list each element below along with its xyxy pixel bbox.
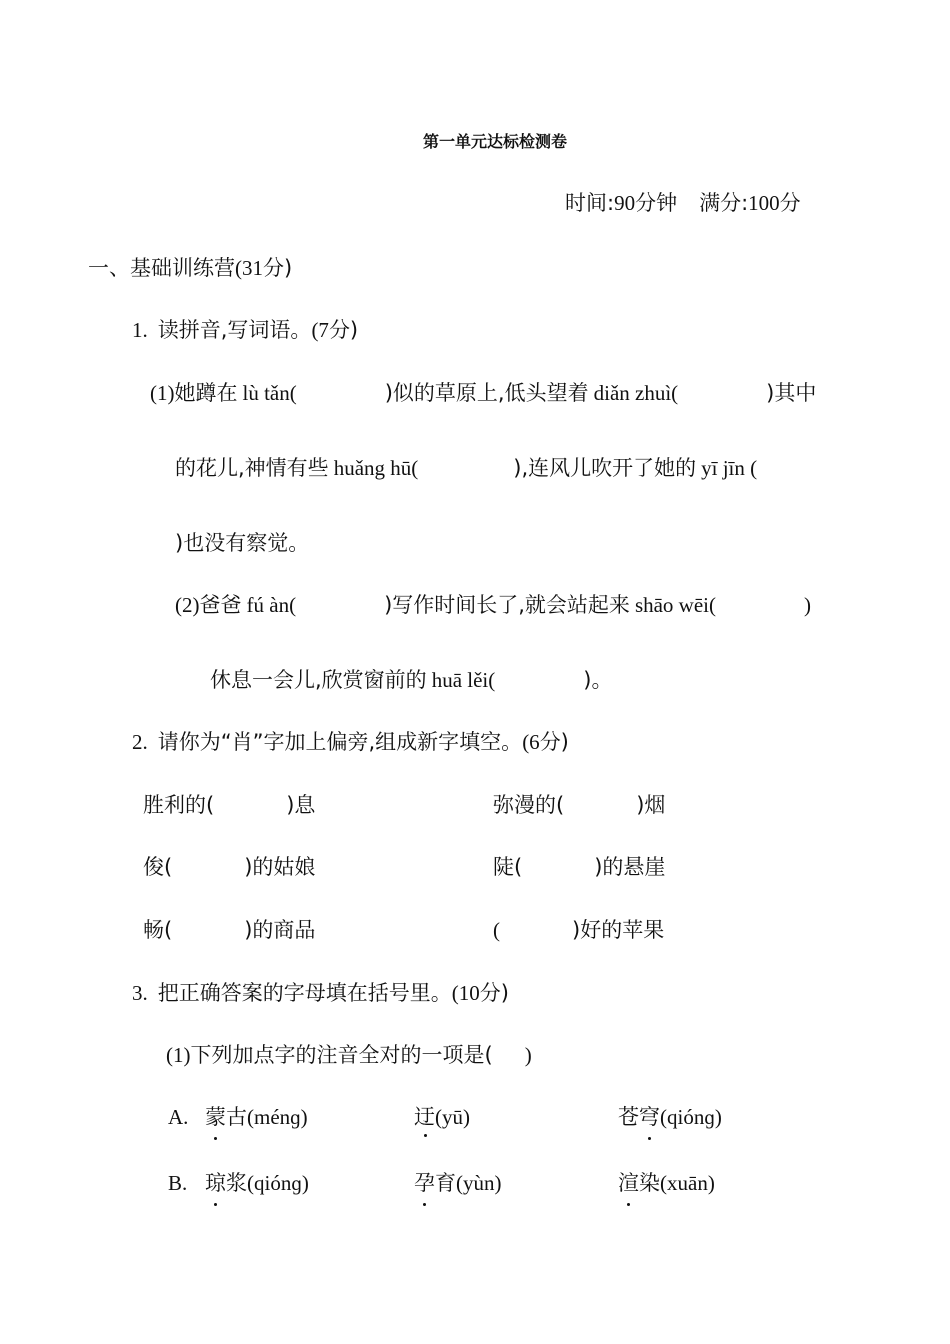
- page-title: 第一单元达标检测卷: [422, 132, 567, 151]
- q2-item: [493, 852, 665, 882]
- q1-p1-pinyin-4: yī jīn (: [701, 456, 758, 480]
- question-text: 请你为“肖”字加上偏旁,组成新字填空。: [157, 730, 523, 754]
- q2-item-before: 俊(: [143, 855, 173, 879]
- pinyin: (ménɡ): [247, 1105, 308, 1129]
- q2-item: [493, 915, 664, 945]
- q1-p2-text-5: )。: [583, 668, 613, 692]
- option-a-item-2: [414, 1102, 470, 1132]
- q2-item: [143, 915, 315, 945]
- dotted-char: 孕: [414, 1168, 435, 1198]
- score-value: 100: [748, 191, 780, 215]
- dotted-char: 穹: [639, 1102, 660, 1132]
- score-unit: 分: [779, 191, 801, 215]
- dotted-char: 蒙: [205, 1102, 226, 1132]
- q3-sub1-text: 下列加点字的注音全对的一项是(: [190, 1043, 493, 1067]
- option-letter: B.: [168, 1171, 188, 1195]
- question-1-heading: [132, 315, 358, 345]
- q2-item: [143, 790, 315, 820]
- section-points: (31: [235, 256, 263, 280]
- option-letter: A.: [168, 1105, 189, 1129]
- plain-char: 染: [639, 1171, 660, 1195]
- time-unit: 分钟: [635, 191, 678, 215]
- plain-char: 苍: [618, 1105, 639, 1129]
- q2-item-before: 畅(: [143, 918, 173, 942]
- question-points-unit: 分): [539, 730, 569, 754]
- pinyin: (qiónɡ): [660, 1105, 722, 1129]
- q1-p2-pinyin-3: huā lěi(: [431, 668, 496, 692]
- pinyin: (yùn): [456, 1171, 502, 1195]
- q2-item-after: )好的苹果: [572, 918, 665, 942]
- q1-p1-line2: [175, 453, 757, 483]
- time-value: 90: [614, 191, 636, 215]
- q2-item-after: )的悬崖: [594, 855, 666, 879]
- option-b-item-1: [205, 1168, 309, 1198]
- q1-p2-pinyin-2: shāo wēi(: [634, 593, 716, 617]
- question-number: 1.: [132, 318, 148, 342]
- section-points-unit: 分): [263, 256, 293, 280]
- exam-meta: [565, 188, 801, 218]
- q2-item: [143, 852, 315, 882]
- question-points-unit: 分): [479, 981, 509, 1005]
- q1-p1-text-3: )其中: [766, 381, 817, 405]
- option-a-letter: [168, 1102, 188, 1132]
- q2-item-after: )息: [286, 793, 316, 817]
- question-points: (6: [522, 730, 540, 754]
- q2-item: [493, 790, 665, 820]
- q2-item-after: )烟: [636, 793, 666, 817]
- q2-item-before: 弥漫的(: [493, 793, 565, 817]
- question-text: 读拼音,写词语。: [157, 318, 312, 342]
- section-heading: [88, 253, 292, 283]
- question-3-heading: [132, 978, 509, 1008]
- question-number: 3.: [132, 981, 148, 1005]
- question-2-heading: [132, 727, 569, 757]
- q1-p2-pinyin-1: fú àn(: [246, 593, 297, 617]
- q1-p1-text-4: 的花儿,神情有些: [175, 456, 329, 480]
- q1-p1-label: (1): [150, 381, 175, 405]
- q1-p2-label: (2): [175, 593, 200, 617]
- pinyin: (yū): [435, 1105, 470, 1129]
- q2-item-before: 胜利的(: [143, 793, 215, 817]
- q2-item-before: (: [493, 918, 500, 942]
- q1-p2-text-1: 爸爸: [199, 593, 242, 617]
- pinyin: (xuān): [660, 1171, 715, 1195]
- dotted-char: 渲: [618, 1168, 639, 1198]
- q1-p2-text-3: ): [804, 593, 811, 617]
- q3-sub1-label: (1): [166, 1043, 191, 1067]
- question-points-unit: 分): [328, 318, 359, 342]
- question-points: (7: [311, 318, 329, 342]
- question-points: (10: [451, 981, 480, 1005]
- option-b-letter: [168, 1168, 187, 1198]
- q1-p1-text-6: )也没有察觉。: [175, 531, 310, 555]
- q2-item-after: )的商品: [244, 918, 316, 942]
- plain-char: 浆: [226, 1171, 247, 1195]
- q1-p1-text-2: )似的草原上,低头望着: [384, 381, 589, 405]
- q2-item-after: )的姑娘: [244, 855, 316, 879]
- question-text: 把正确答案的字母填在括号里。: [157, 981, 452, 1005]
- emphasis-dot: [424, 1134, 427, 1137]
- pinyin: (qiónɡ): [247, 1171, 309, 1195]
- q1-p1-text-5: ),连风儿吹开了她的: [513, 456, 697, 480]
- q1-p1-text-1: 她蹲在: [174, 381, 238, 405]
- q1-p2-line1: [175, 590, 811, 620]
- q1-p1-line3: [175, 528, 309, 558]
- option-a-item-1: [205, 1102, 308, 1132]
- q1-p1-pinyin-3: huǎng hū(: [333, 456, 419, 480]
- q3-sub1: [166, 1040, 532, 1070]
- time-label: 时间:: [565, 191, 615, 215]
- plain-char: 古: [226, 1105, 247, 1129]
- dotted-char: 琼: [205, 1168, 226, 1198]
- q2-item-before: 陡(: [493, 855, 523, 879]
- option-b-item-3: [618, 1168, 715, 1198]
- plain-char: 迂: [414, 1105, 435, 1129]
- section-prefix: 一、基础训练营: [88, 256, 235, 280]
- q1-p2-text-4: 休息一会儿,欣赏窗前的: [210, 668, 427, 692]
- q1-p1-pinyin-2: diǎn zhuì(: [593, 381, 679, 405]
- option-b-item-2: [414, 1168, 502, 1198]
- option-a-item-3: [618, 1102, 722, 1132]
- q3-sub1-close: ): [524, 1043, 532, 1067]
- q1-p2-text-2: )写作时间长了,就会站起来: [384, 593, 630, 617]
- q1-p1-pinyin-1: lù tǎn(: [242, 381, 297, 405]
- score-label: 满分:: [699, 191, 749, 215]
- plain-char: 育: [435, 1171, 456, 1195]
- q1-p2-line2: [210, 665, 612, 695]
- question-number: 2.: [132, 730, 148, 754]
- q1-p1-line1: [150, 378, 816, 408]
